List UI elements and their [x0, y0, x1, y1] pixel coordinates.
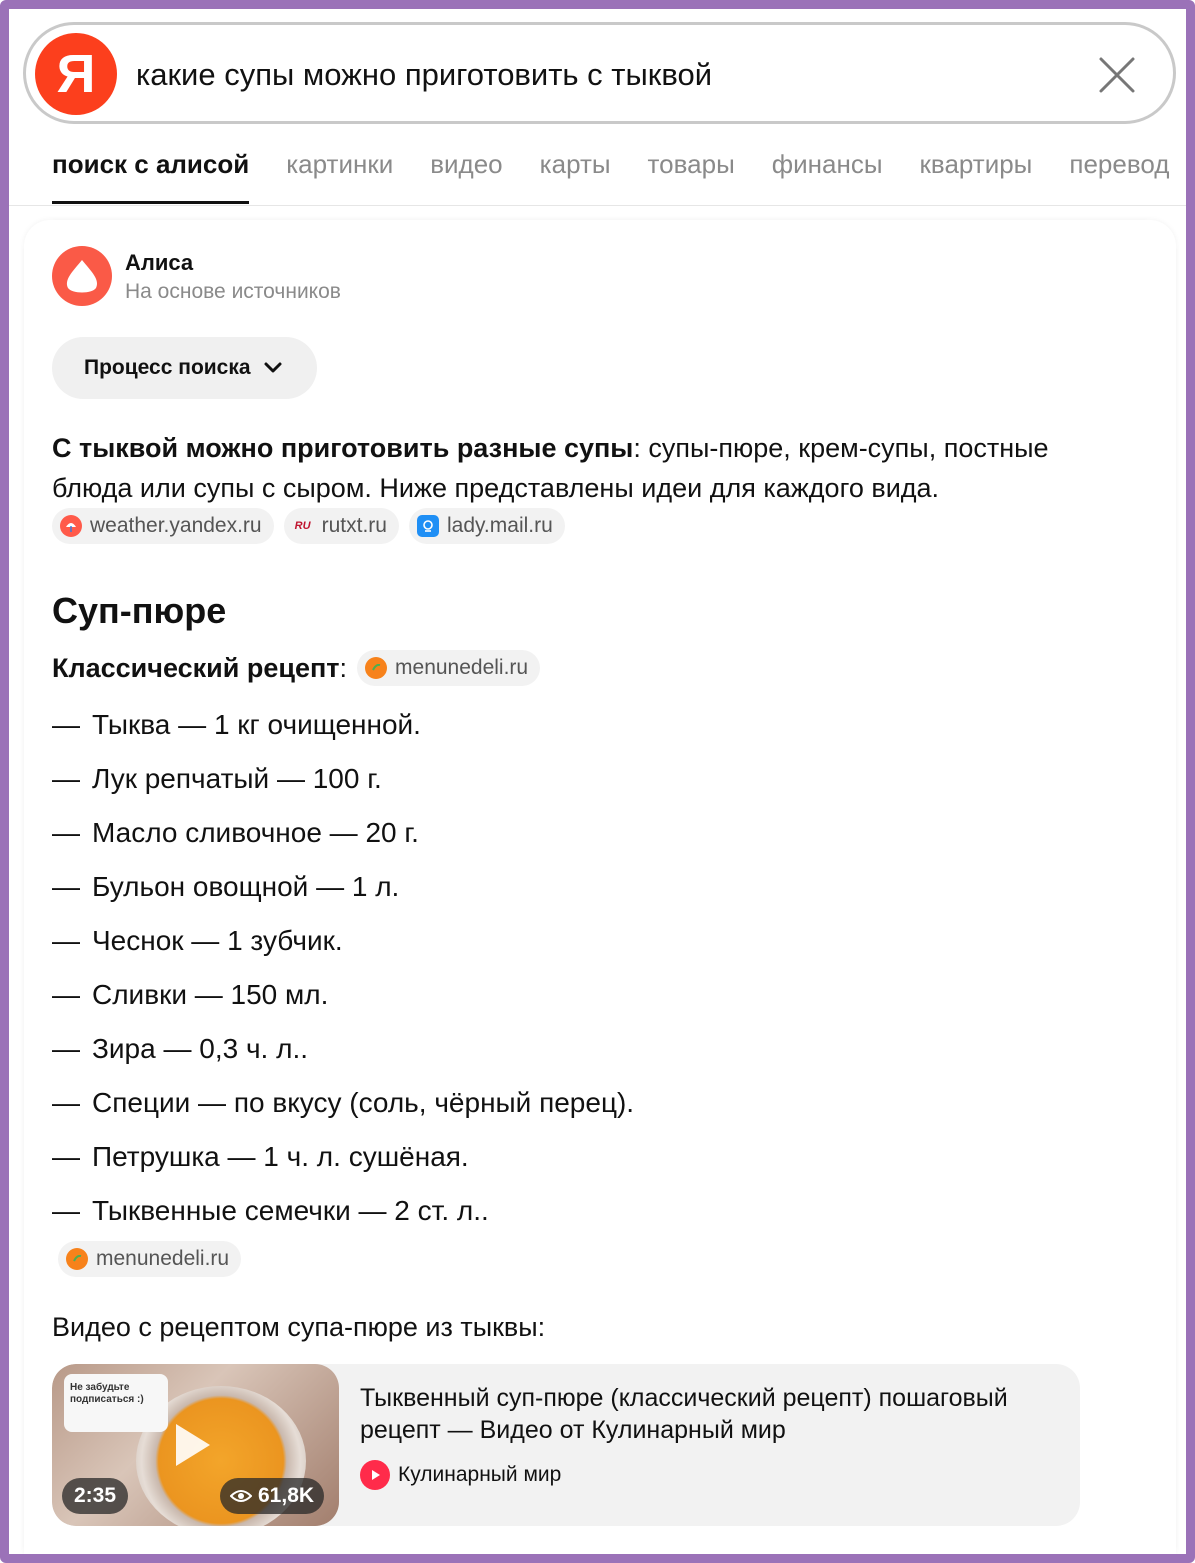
section-title: Суп-пюре [52, 590, 227, 631]
list-dash: — [52, 871, 80, 902]
ingredient-text: Бульон овощной — 1 л. [92, 871, 400, 902]
tab-alice-search[interactable]: поиск с алисой [52, 140, 249, 204]
tab-maps[interactable]: карты [539, 149, 611, 179]
list-item [52, 806, 634, 860]
ingredient-text: Тыква — 1 кг очищенной. [92, 709, 421, 740]
source-chip[interactable] [409, 508, 565, 544]
answer-intro-bold: С тыквой можно приготовить разные супы [52, 433, 634, 463]
tabs-divider [9, 205, 1186, 206]
answer-author: Алиса [125, 250, 194, 275]
tab-video[interactable]: видео [430, 149, 503, 179]
ingredient-text: Петрушка — 1 ч. л. сушёная. [92, 1141, 469, 1172]
answer-intro-text: : супы-пюре, крем-супы, постные блюда или супы с сыром. Ниже представлены идеи для каждого вида. [52, 433, 1049, 503]
tab-products[interactable]: товары [647, 149, 735, 179]
list-item [52, 1184, 634, 1238]
video-duration: 2:35 [62, 1478, 128, 1514]
yandex-logo[interactable]: Я [35, 33, 117, 115]
answer-intro [52, 428, 1132, 508]
lady-mail-icon [417, 515, 439, 537]
list-item [52, 752, 634, 806]
ingredient-text: Лук репчатый — 100 г. [92, 763, 382, 794]
source-label: lady.mail.ru [446, 514, 553, 537]
list-dash: — [52, 979, 80, 1010]
close-icon[interactable] [1097, 55, 1137, 95]
recipe-heading [52, 650, 540, 686]
list-dash: — [52, 763, 80, 794]
list-dash: — [52, 709, 80, 740]
list-dash: — [52, 1033, 80, 1064]
video-views-count: 61,8K [258, 1484, 315, 1507]
source-chip[interactable] [357, 650, 540, 686]
alice-icon [52, 246, 112, 306]
video-title[interactable]: Тыквенный суп-пюре (классический рецепт) пошаговый рецепт — Видео от Кулинарный мир [360, 1384, 1008, 1444]
source-label: weather.yandex.ru [90, 514, 262, 537]
search-input[interactable] [136, 51, 1076, 99]
list-dash: — [52, 925, 80, 956]
recipe-label: Классический рецепт [52, 652, 340, 683]
list-item [52, 968, 634, 1022]
list-item [52, 1076, 634, 1130]
list-dash: — [52, 817, 80, 848]
weather-icon [60, 515, 82, 537]
recipe-label-colon: : [339, 652, 348, 683]
list-item [52, 698, 634, 752]
tab-apartments[interactable]: квартиры [919, 149, 1033, 179]
source-chip[interactable] [52, 508, 274, 544]
ingredient-text: Тыквенные семечки — 2 ст. л.. [92, 1195, 489, 1226]
ingredient-text: Специи — по вкусу (соль, чёрный перец). [92, 1087, 635, 1118]
list-dash: — [52, 1141, 80, 1172]
ingredient-text: Сливки — 150 мл. [92, 979, 329, 1010]
list-item [52, 1130, 634, 1184]
source-chip[interactable] [284, 508, 399, 544]
chevron-down-icon [263, 361, 283, 375]
tab-translate[interactable]: перевод [1069, 149, 1170, 179]
tangerine-icon [66, 1248, 88, 1270]
video-views [220, 1478, 324, 1514]
ingredient-text: Чеснок — 1 зубчик. [92, 925, 343, 956]
video-card[interactable] [52, 1364, 1080, 1526]
video-intro: Видео с рецептом супа-пюре из тыквы: [52, 1312, 546, 1342]
ingredient-text: Масло сливочное — 20 г. [92, 817, 419, 848]
play-icon[interactable] [176, 1424, 210, 1466]
ingredients-list [52, 698, 634, 1238]
source-chip[interactable] [58, 1241, 241, 1277]
intro-sources [52, 508, 565, 544]
source-label: menunedeli.ru [96, 1247, 230, 1270]
channel-play-icon [360, 1460, 390, 1490]
tab-images[interactable]: картинки [286, 149, 394, 179]
eye-icon [230, 1489, 252, 1503]
channel-name: Кулинарный мир [398, 1463, 562, 1486]
alice-answer-card [24, 220, 1176, 1554]
rutxt-icon: RU [294, 520, 311, 532]
search-process-button[interactable] [52, 337, 317, 399]
source-label: rutxt.ru [321, 514, 387, 537]
answer-author-subtitle: На основе источников [125, 280, 341, 303]
search-bar [23, 22, 1176, 124]
search-process-label: Процесс поиска [84, 356, 251, 379]
ingredient-text: Зира — 0,3 ч. л.. [92, 1033, 309, 1064]
video-sticker: Не забудьте подписаться :) [64, 1374, 168, 1432]
source-label: menunedeli.ru [395, 656, 529, 679]
ingredients-sources [58, 1241, 241, 1277]
list-item [52, 860, 634, 914]
search-tabs [52, 140, 1186, 206]
list-item [52, 914, 634, 968]
video-thumbnail[interactable] [52, 1364, 339, 1526]
list-item [52, 1022, 634, 1076]
list-dash: — [52, 1087, 80, 1118]
list-dash: — [52, 1195, 80, 1226]
video-channel[interactable] [360, 1460, 561, 1490]
tangerine-icon [365, 657, 387, 679]
tab-finance[interactable]: финансы [771, 149, 883, 179]
